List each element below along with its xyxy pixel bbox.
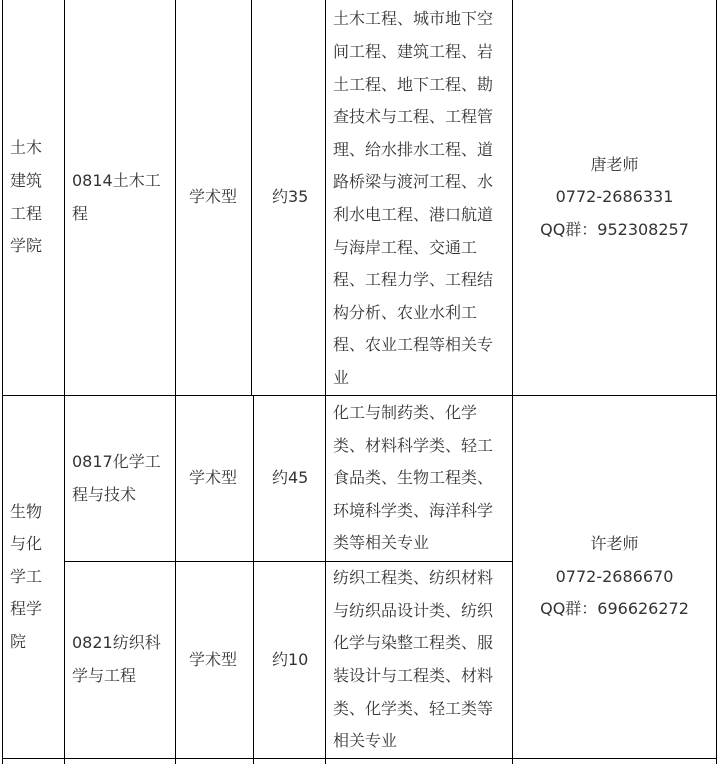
- majors-cell: [333, 562, 511, 758]
- table-border-left: [2, 0, 3, 764]
- majors-line: 化工与制药类、化学: [333, 403, 478, 423]
- program-code-cell: [72, 562, 174, 758]
- college-name-line: 程学: [10, 599, 43, 619]
- enrollment-quota: 约45: [272, 468, 309, 488]
- table-border-right: [716, 0, 717, 764]
- majors-line: 程、工程力学、工程结: [333, 270, 494, 290]
- program-code-line: 0814土木工: [72, 170, 161, 190]
- majors-line: 装设计与工程类、材料: [333, 666, 494, 685]
- college-cell: [10, 396, 62, 758]
- contact-phone: 0772-2686331: [555, 187, 674, 207]
- degree-type-cell: [189, 396, 251, 561]
- majors-line: 食品类、生物工程类、: [333, 468, 494, 488]
- college-name-line: 与化: [10, 534, 43, 554]
- contact-cell: [513, 0, 716, 395]
- contact-name: 许老师: [590, 534, 639, 554]
- majors-line: 构分析、农业水利工: [333, 302, 478, 322]
- majors-line: 理、给水排水工程、道: [333, 139, 494, 159]
- degree-type: 学术型: [189, 187, 238, 207]
- college-name-line: 工程: [10, 203, 43, 223]
- majors-line: 类等相关专业: [333, 533, 430, 553]
- majors-line: 化学与染整工程类、服: [333, 633, 494, 653]
- majors-line: 类、材料科学类、轻工: [333, 435, 494, 455]
- majors-line: 土工程、地下工程、勘: [333, 74, 494, 94]
- quota-cell: [272, 396, 324, 561]
- majors-line: 查技术与工程、工程管: [333, 107, 494, 127]
- col-divider-1: [64, 0, 65, 764]
- college-name-line: 学院: [10, 236, 43, 256]
- college-cell: [10, 0, 62, 395]
- program-code-line: 程与技术: [72, 484, 137, 504]
- majors-line: 业: [333, 367, 350, 387]
- college-name-line: 院: [10, 631, 27, 651]
- col-divider-4: [325, 0, 326, 764]
- college-name-line: 生物: [10, 501, 43, 521]
- quota-cell: [272, 0, 324, 395]
- degree-type-cell: [189, 562, 251, 758]
- majors-line: 路桥梁与渡河工程、水: [333, 172, 494, 192]
- degree-type: 学术型: [189, 649, 238, 669]
- majors-cell: [333, 3, 511, 395]
- program-code-line: 0821纺织科: [72, 633, 161, 653]
- majors-line: 利水电工程、港口航道: [333, 205, 494, 224]
- program-code-line: 0817化学工: [72, 451, 161, 471]
- col-divider-3b: [253, 396, 254, 764]
- enrollment-quota: 约10: [272, 649, 309, 669]
- majors-line: 程、农业工程等相关专: [333, 335, 494, 355]
- college-name-line: 学工: [10, 566, 43, 586]
- degree-type-cell: [189, 0, 249, 395]
- program-code-cell: [72, 0, 174, 395]
- majors-line: 环境科学类、海洋科学: [333, 500, 494, 520]
- majors-line: 间工程、建筑工程、岩: [333, 42, 494, 62]
- col-divider-3a: [251, 0, 252, 395]
- row-divider-3: [2, 758, 717, 759]
- majors-line: 类、化学类、轻工类等: [333, 698, 494, 718]
- college-name-line: 土木: [10, 138, 43, 158]
- contact-qq-group: QQ群：952308257: [540, 219, 689, 239]
- majors-line: 相关专业: [333, 731, 398, 751]
- contact-phone: 0772-2686670: [555, 566, 674, 586]
- quota-cell: [272, 562, 324, 758]
- contact-cell: [513, 396, 716, 758]
- contact-name: 唐老师: [590, 154, 639, 174]
- degree-type: 学术型: [189, 468, 238, 488]
- majors-line: 与纺织品设计类、纺织: [333, 600, 494, 620]
- majors-line: 与海岸工程、交通工: [333, 237, 478, 257]
- program-code-line: 程: [72, 203, 89, 223]
- contact-qq-group: QQ群：696626272: [540, 599, 689, 619]
- majors-cell: [333, 396, 511, 561]
- majors-line: 纺织工程类、纺织材料: [333, 568, 494, 588]
- enrollment-quota: 约35: [272, 187, 309, 207]
- col-divider-2: [175, 0, 176, 764]
- program-code-line: 学与工程: [72, 666, 137, 685]
- college-name-line: 建筑: [10, 170, 43, 190]
- majors-line: 土木工程、城市地下空: [333, 9, 494, 29]
- program-code-cell: [72, 396, 174, 561]
